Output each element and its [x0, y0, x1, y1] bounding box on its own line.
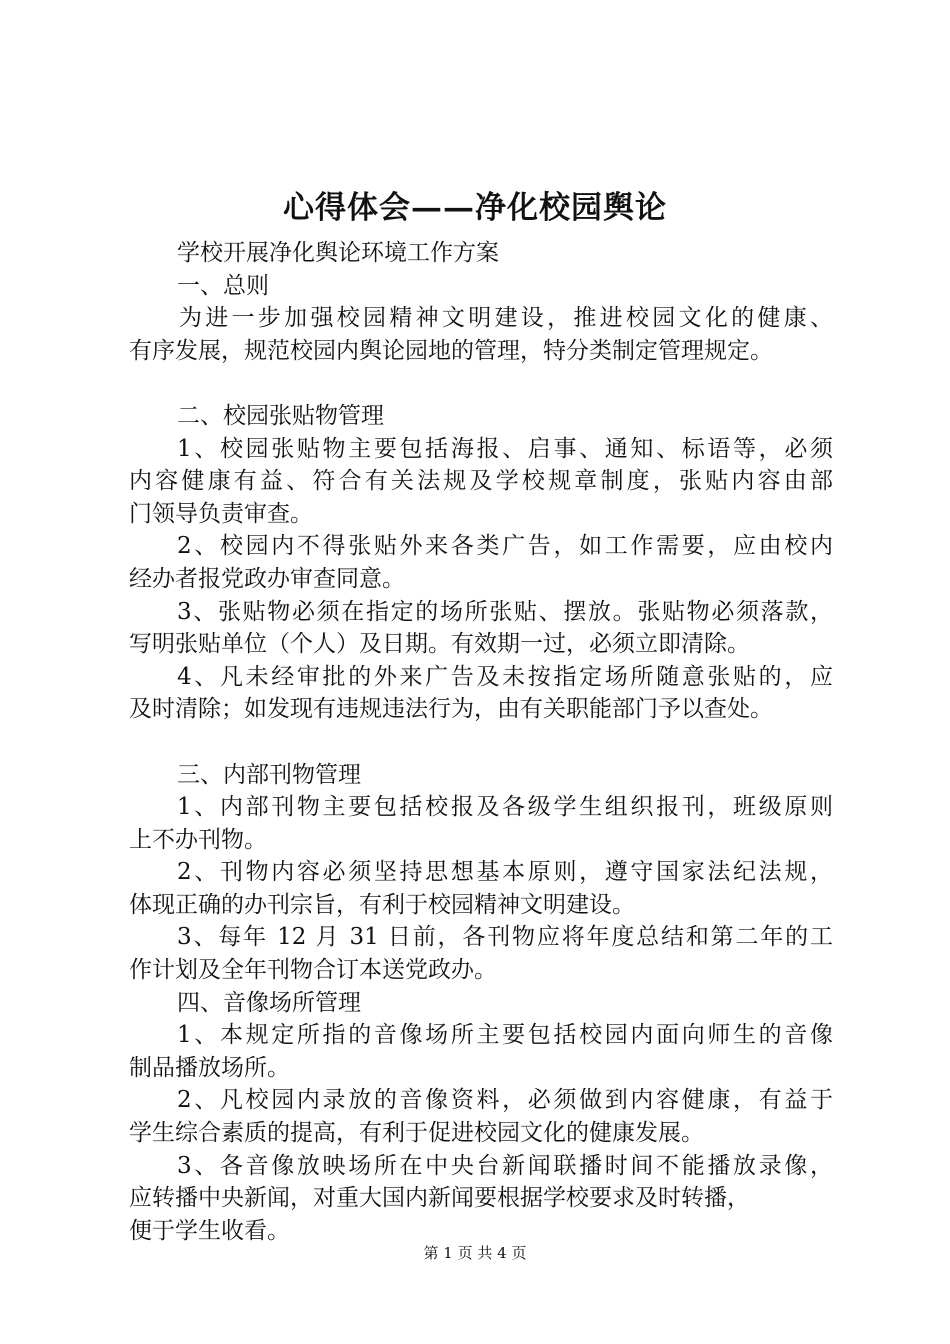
- paragraph-line: 1、本规定所指的音像场所主要包括校园内面向师生的音像: [177, 1022, 833, 1049]
- paragraph-line: 写明张贴单位（个人）及日期。有效期一过，必须立即清除。: [129, 631, 750, 658]
- paragraph-line: 有序发展，规范校园内舆论园地的管理，特分类制定管理规定。: [129, 337, 773, 364]
- paragraph-line: 1、校园张贴物主要包括海报、启事、通知、标语等，必须: [177, 435, 833, 462]
- section-heading: 三、内部刊物管理: [177, 761, 361, 788]
- paragraph-line: 作计划及全年刊物合订本送党政办。: [129, 957, 497, 984]
- paragraph-line: 及时清除；如发现有违规违法行为，由有关职能部门予以查处。: [129, 696, 773, 723]
- document-title: 心得体会——净化校园舆论: [283, 190, 667, 226]
- paragraph-line: 学生综合素质的提高，有利于促进校园文化的健康发展。: [129, 1120, 704, 1147]
- paragraph-line: 2、刊物内容必须坚持思想基本原则，遵守国家法纪法规，: [177, 859, 833, 886]
- paragraph-line: 2、凡校园内录放的音像资料，必须做到内容健康，有益于: [177, 1087, 833, 1114]
- paragraph-line: 上不办刊物。: [129, 826, 267, 853]
- paragraph-line: 制品播放场所。: [129, 1054, 290, 1081]
- blank-line: [129, 367, 833, 400]
- paragraph-line: 2、校园内不得张贴外来各类广告，如工作需要，应由校内: [177, 533, 833, 560]
- document-body: [129, 237, 833, 1247]
- blank-line: [129, 726, 833, 759]
- section-heading: 四、音像场所管理: [177, 989, 361, 1016]
- paragraph-line: 经办者报党政办审查同意。: [129, 565, 405, 592]
- paragraph-line: 内容健康有益、符合有关法规及学校规章制度，张贴内容由部: [129, 468, 833, 495]
- paragraph-line: 门领导负责审查。: [129, 500, 313, 527]
- paragraph-line: 3、张贴物必须在指定的场所张贴、摆放。张贴物必须落款，: [177, 598, 833, 625]
- section-heading: 二、校园张贴物管理: [177, 402, 384, 429]
- paragraph-line: 为进一步加强校园精神文明建设，推进校园文化的健康、: [179, 305, 833, 332]
- paragraph-line: 便于学生收看。: [129, 1217, 290, 1244]
- subtitle-line: 学校开展净化舆论环境工作方案: [177, 240, 499, 266]
- paragraph-line: 体现正确的办刊宗旨，有利于校园精神文明建设。: [129, 891, 635, 918]
- paragraph-line: 3、每年 12 月 31 日前，各刊物应将年度总结和第二年的工: [177, 924, 833, 951]
- paragraph-line: 4、凡未经审批的外来广告及未按指定场所随意张贴的，应: [177, 663, 833, 690]
- paragraph-line: 3、各音像放映场所在中央台新闻联播时间不能播放录像，: [177, 1152, 833, 1179]
- page-number-footer: 第 1 页 共 4 页: [423, 1244, 527, 1262]
- section-heading: 一、总则: [177, 272, 269, 299]
- paragraph-line: 应转播中央新闻，对重大国内新闻要根据学校要求及时转播，: [129, 1185, 750, 1212]
- paragraph-line: 1、内部刊物主要包括校报及各级学生组织报刊，班级原则: [177, 794, 833, 821]
